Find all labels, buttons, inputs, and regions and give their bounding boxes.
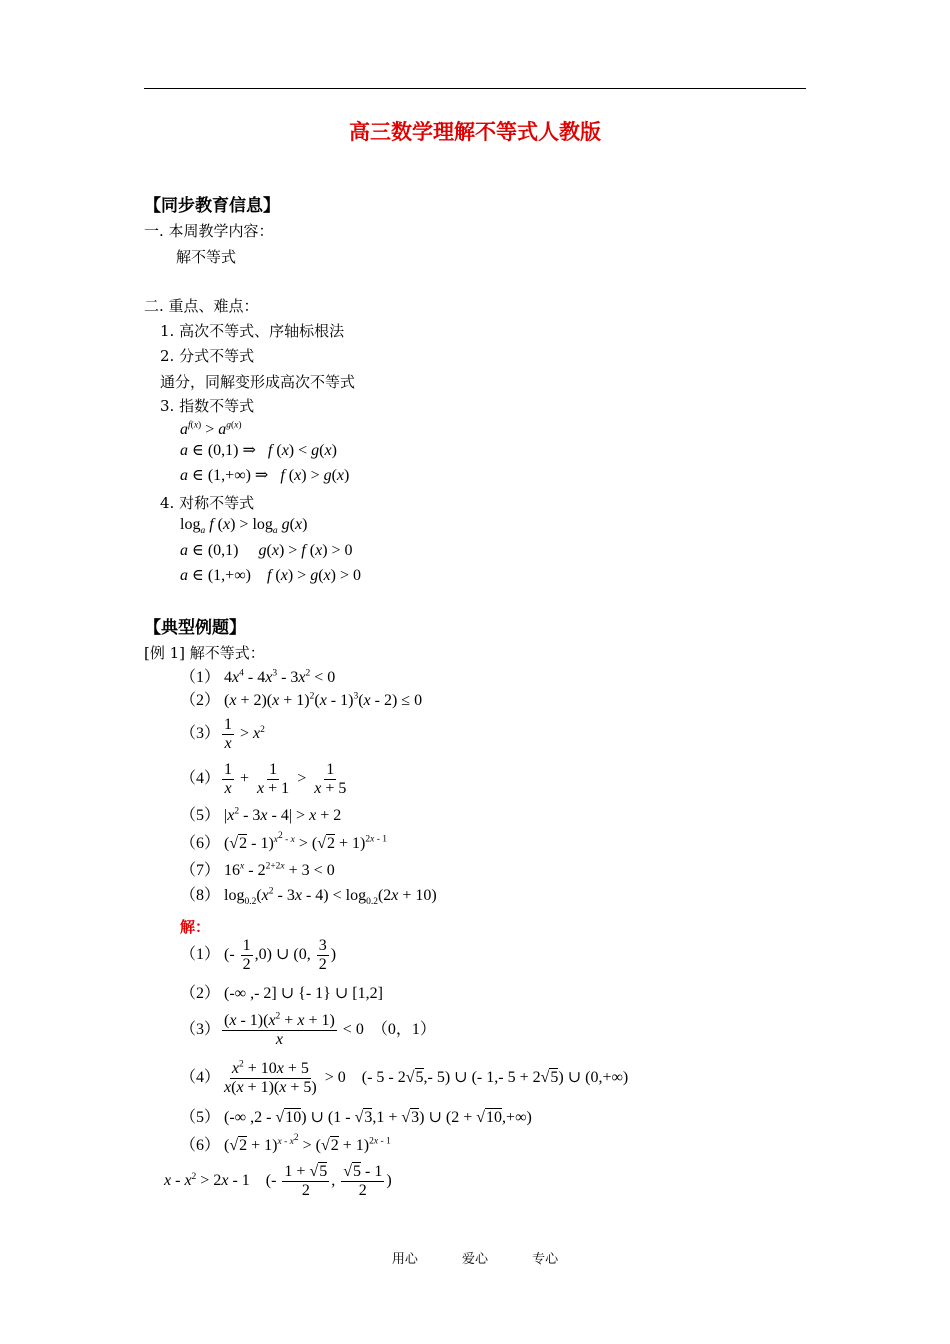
example-1-label: [例 1] 解不等式： bbox=[144, 644, 265, 662]
content-label: 一. 本周教学内容： bbox=[144, 222, 274, 240]
section-examples: 【典型例题】 bbox=[144, 618, 246, 638]
header-rule bbox=[144, 88, 806, 89]
answer-4: （4） $\frac{x^2 + 10x + 5}{x(x + 1)(x + 5)}$ > 0 (- 5 - 2√5,- 5) ∪ (- 1,- 5 + 2√5) ∪ (0,+∞) bbox=[180, 1059, 629, 1096]
formula-log-case1: a ∈ (0,1) g(x) > f (x) > 0 bbox=[180, 542, 353, 559]
key-label: 二. 重点、难点： bbox=[144, 297, 259, 315]
problem-4: （4） $\frac{1}{x}$ + $\frac{1}{x + 1}$ > $\frac{1}{x + 5}$ bbox=[180, 761, 347, 797]
problem-1: （1） $4x^4 - 4x^3 - 3x^2 < 0$ bbox=[180, 668, 336, 686]
formula-exp-ineq: $a^{f(x)} > a^{g(x)}$ bbox=[180, 420, 242, 438]
problem-8: （8） $\log_{0.2}(x^2 - 3x - 4) < \log_{0.2}(2x + 10)$ bbox=[180, 886, 437, 908]
solution-label: 解： bbox=[180, 918, 211, 936]
formula-exp-case2: a ∈ (1,+∞) ⇒ f (x) > g(x) bbox=[180, 467, 350, 484]
problem-3: （3） $\frac{1}{x}$ > $x^2$ bbox=[180, 716, 265, 752]
section-sync-info: 【同步教育信息】 bbox=[144, 196, 280, 216]
page-footer bbox=[0, 1248, 950, 1267]
key-item-2-note: 通分，同解变形成高次不等式 bbox=[160, 373, 356, 391]
footer-text-2: 爱心 bbox=[461, 1252, 488, 1267]
formula-log-case2: a ∈ (1,+∞) f (x) > g(x) > 0 bbox=[180, 567, 361, 584]
footer-text-3: 专心 bbox=[532, 1252, 559, 1267]
content-text: 解不等式 bbox=[176, 248, 237, 266]
page-title: 高三数学理解不等式人教版 bbox=[349, 119, 601, 144]
problem-5: （5） $|x^2 - 3x - 4| > x + 2$ bbox=[180, 806, 342, 824]
answer-2: （2） (-∞ ,- 2] ∪ {- 1} ∪ [1,2] bbox=[180, 985, 383, 1002]
formula-log-ineq: $\log_a f$ $(x) > \log_a g(x)$ bbox=[180, 516, 308, 537]
problem-7: （7） $16^x - 2^{2+2x} + 3 < 0$ bbox=[180, 861, 335, 879]
answer-6: （6） $(√2 + 1)^{x - x^2} > (√2 + 1)^{2x - 1}$ bbox=[180, 1132, 391, 1154]
key-item-4: 4. 对称不等式 bbox=[160, 494, 255, 512]
answer-6-reduced: $x - x^2 > 2x - 1$ (- $\frac{1 + √5}{2}$ , $\frac{√5 - 1}{2}$ ) bbox=[164, 1163, 392, 1199]
answer-1: （1） (- $\frac{1}{2}$ ,0) ∪ (0, $\frac{3}{2}$ ) bbox=[180, 937, 337, 973]
footer-text-1: 用心 bbox=[391, 1252, 418, 1267]
formula-exp-case1: a ∈ (0,1) ⇒ f (x) < g(x) bbox=[180, 442, 337, 459]
problem-6: （6） $(√2 - 1)^{x^2 - x} > (√2 + 1)^{2x - 1}$ bbox=[180, 830, 388, 852]
key-item-1: 1. 高次不等式、序轴标根法 bbox=[160, 322, 345, 340]
key-item-2: 2. 分式不等式 bbox=[160, 347, 255, 365]
key-item-3: 3. 指数不等式 bbox=[160, 397, 255, 415]
answer-5: （5） (-∞ ,2 - √10) ∪ (1 - √3,1 + √3) ∪ (2 + √10,+∞) bbox=[180, 1109, 532, 1126]
answer-3: （3） $\frac{(x - 1)(x^2 + x + 1)}{x}$ < 0 （0，1） bbox=[180, 1011, 436, 1048]
problem-2: （2） $(x + 2)(x + 1)^2(x - 1)^3(x - 2) \le 0$ bbox=[180, 691, 423, 709]
